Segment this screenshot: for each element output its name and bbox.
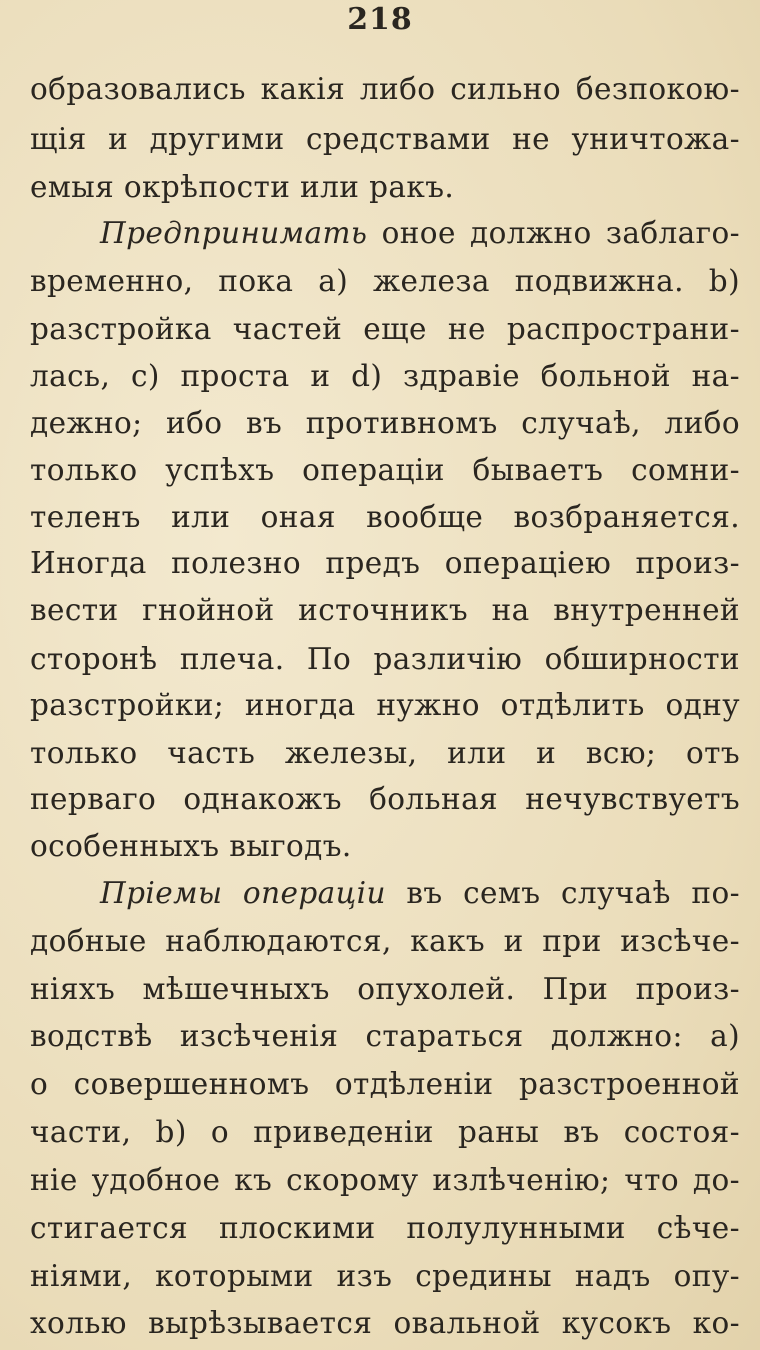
- text-line: теленъ или оная вообще возбраняется.: [30, 500, 740, 534]
- text-line: разстройки; иногда нужно отдѣлить одну: [30, 688, 740, 722]
- text-line: сторонѣ плеча. По различію обширности: [30, 642, 740, 676]
- text-line: добные наблюдаются, какъ и при изсѣче-: [30, 924, 740, 958]
- text-line: части, b) о приведеніи раны въ состоя-: [30, 1115, 740, 1149]
- text-line: стигается плоскими полулунными сѣче-: [30, 1211, 740, 1245]
- text-line: ніяхъ мѣшечныхъ опухолей. При произ-: [30, 972, 740, 1006]
- text-line-lead: Пріемы операціи въ семъ случаѣ по-: [100, 876, 740, 910]
- text-line: только часть железы, или и всю; отъ: [30, 736, 740, 770]
- italic-lead: Пріемы операціи: [100, 876, 386, 910]
- text-line: водствѣ изсѣченія стараться должно: а): [30, 1019, 740, 1053]
- text-line: ніе удобное къ скорому излѣченію; что до-: [30, 1163, 740, 1197]
- text-line: дежно; ибо въ противномъ случаѣ, либо: [30, 406, 740, 440]
- text-line: емыя окрѣпости или ракъ.: [30, 170, 455, 204]
- page-number: 218: [347, 2, 413, 37]
- text-line: только успѣхъ операціи бываетъ сомни-: [30, 453, 740, 487]
- italic-lead: Предпринимать: [100, 216, 368, 250]
- text-line: Иногда полезно предъ операціею произ-: [30, 546, 740, 580]
- text-line: щія и другими средствами не уничтожа-: [30, 122, 740, 156]
- text-line: о совершенномъ отдѣленіи разстроенной: [30, 1067, 740, 1101]
- text-line: холью вырѣзывается овальной кусокъ ко-: [30, 1306, 740, 1340]
- text-line: лась, c) проста и d) здравіе больной на-: [30, 359, 740, 393]
- text-line: образовались какія либо сильно безпокою-: [30, 72, 740, 106]
- text-line-lead: Предпринимать оное должно заблаго-: [100, 216, 740, 250]
- text-line: разстройка частей еще не распространи-: [30, 312, 740, 346]
- text-line: перваго однакожъ больная нечувствуетъ: [30, 782, 740, 816]
- text-line: вести гнойной источникъ на внутренней: [30, 593, 740, 627]
- text-line: временно, пока а) железа подвижна. b): [30, 264, 740, 298]
- text-line: особенныхъ выгодъ.: [30, 829, 352, 863]
- text-line: ніями, которыми изъ средины надъ опу-: [30, 1259, 740, 1293]
